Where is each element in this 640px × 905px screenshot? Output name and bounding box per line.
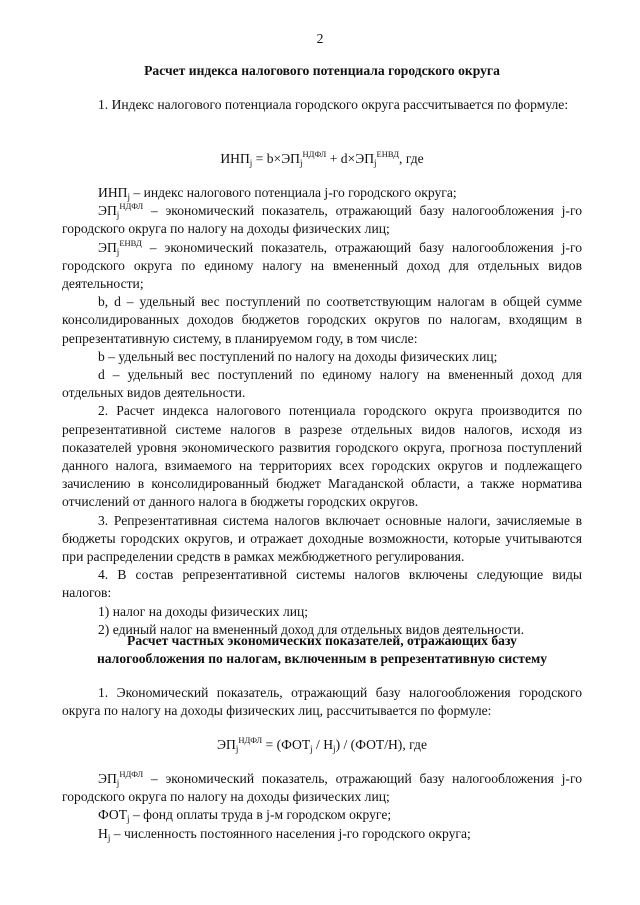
symbol-sub: j xyxy=(116,246,120,257)
list-item-2: 2) единый налог на вмененный доход для отдельных видов деятельности. xyxy=(98,621,525,637)
section1-intro xyxy=(62,96,582,114)
formula-part: + d×ЭП xyxy=(326,151,375,166)
formula-part: / Н xyxy=(312,737,334,752)
definition-text: – индекс налогового потенциала j-го городского округа; xyxy=(129,185,457,200)
formula-lhs: ЭП xyxy=(217,737,236,752)
symbol-sup: НДФЛ xyxy=(119,201,144,212)
formula-sub: j xyxy=(374,158,377,168)
section2-definitions xyxy=(62,770,582,843)
symbol-sub: j xyxy=(116,778,120,788)
symbol-sup: ЕНВД xyxy=(119,237,142,248)
section2-intro xyxy=(62,684,582,720)
formula-sub: j xyxy=(333,744,336,754)
symbol-sub: j xyxy=(127,814,130,825)
symbol: ЭП xyxy=(98,239,117,255)
formula-lhs-sub: j xyxy=(235,744,239,754)
section1-definitions xyxy=(62,184,582,639)
symbol-sub: j xyxy=(127,192,130,202)
formula-lhs-sup: НДФЛ xyxy=(238,735,263,745)
definition-b: b – удельный вес поступлений по налогу на доходы физических лиц; xyxy=(98,348,498,364)
definition-b-d: b, d – удельный вес поступлений по соответствующим налогам в общей сумме консолидированных доходов бюджетов городских округов по налогам, входящим в репрезентативную систему, в планируемом году, в том числе: xyxy=(62,294,582,346)
formula-part: = b×ЭП xyxy=(252,151,300,166)
definition-fot xyxy=(62,806,582,824)
list-item-1: 1) налог на доходы физических лиц; xyxy=(98,603,309,619)
formula-sup: НДФЛ xyxy=(302,149,327,159)
paragraph-5: 1. Экономический показатель, отражающий базу налогообложения городского округа по налогу на доходы физических лиц, рассчитывается по формуле: xyxy=(62,685,582,719)
symbol-sub: j xyxy=(116,210,120,221)
definition-d: d – удельный вес поступлений по единому налогу на вмененный доход для отдельных видов деятельности. xyxy=(62,367,582,401)
paragraph-2: 2. Расчет индекса налогового потенциала городского округа производится по репрезентативной системе налогов в разрезе отдельных видов налогов, исходя из показателей уровня экономического развития городского округа, прогноза поступлений данного налога, взимаемого на территориях всех городских округов и подлежащего зачислению в консолидированный бюджет Магаданской области, а также норматива отчислений от данного налога в бюджеты городских округов. xyxy=(62,403,582,510)
definition-text: – численность постоянного населения j-го городского округа; xyxy=(110,825,471,841)
paragraph-3: 3. Репрезентативная система налогов включает основные налоги, зачисляемые в бюджеты городских округов, и отражает доходные возможности, которые учитываются при распределении средств в рамках межбюджетного регулирования. xyxy=(62,512,582,565)
formula-ep-ndfl xyxy=(62,736,582,754)
symbol-sup: НДФЛ xyxy=(119,769,144,779)
section-title-economic-indicators xyxy=(62,632,582,668)
symbol: ЭП xyxy=(98,771,117,786)
formula-tax-potential-index xyxy=(62,150,582,168)
symbol: ИНП xyxy=(98,185,128,200)
formula-tail: , где xyxy=(399,151,424,166)
definition-n xyxy=(62,825,582,843)
section-title-line-2: налогообложения по налогам, включенным в репрезентативную систему xyxy=(96,651,548,667)
definition-inp xyxy=(62,184,582,202)
symbol-sub: j xyxy=(107,832,111,843)
paragraph-4: 4. В состав репрезентативной системы налогов включены следующие виды налогов: xyxy=(62,567,582,601)
formula-lhs: ИНП xyxy=(220,151,250,166)
symbol: Н xyxy=(98,825,108,841)
formula-lhs-sub: j xyxy=(249,158,253,168)
definition-text: – экономический показатель, отражающий базу налогообложения j-го городского округа по налогу на доходы физических лиц; xyxy=(62,203,582,237)
definition-text: – экономический показатель, отражающий базу налогообложения j-го городского округа по налогу на доходы физических лиц; xyxy=(62,771,582,805)
formula-sup: ЕНВД xyxy=(376,149,400,159)
formula-sub: j xyxy=(310,744,313,754)
symbol: ФОТ xyxy=(98,807,128,823)
formula-sub: j xyxy=(300,158,303,168)
definition-ep-envd xyxy=(62,239,582,294)
section-title-line-1: Расчет частных экономических показателей, отражающих базу xyxy=(127,633,517,648)
section-title-tax-potential-index: Расчет индекса налогового потенциала городского округа xyxy=(144,63,500,78)
formula-part: = (ФОТ xyxy=(262,737,311,752)
symbol: ЭП xyxy=(98,203,117,219)
paragraph-1: 1. Индекс налогового потенциала городского округа рассчитывается по формуле: xyxy=(98,97,569,112)
definition-text: – фонд оплаты труда в j-м городском округе; xyxy=(129,807,392,823)
definition-text: – экономический показатель, отражающий базу налогообложения j-го городского округа по единому налогу на вмененный доход для отдельных видов деятельности; xyxy=(62,239,582,292)
formula-tail: ) / (ФОТ/Н), где xyxy=(335,737,427,752)
page-number: 2 xyxy=(316,31,324,46)
definition-ep-ndfl xyxy=(62,202,582,238)
definition-ep-ndfl-2 xyxy=(62,770,582,806)
